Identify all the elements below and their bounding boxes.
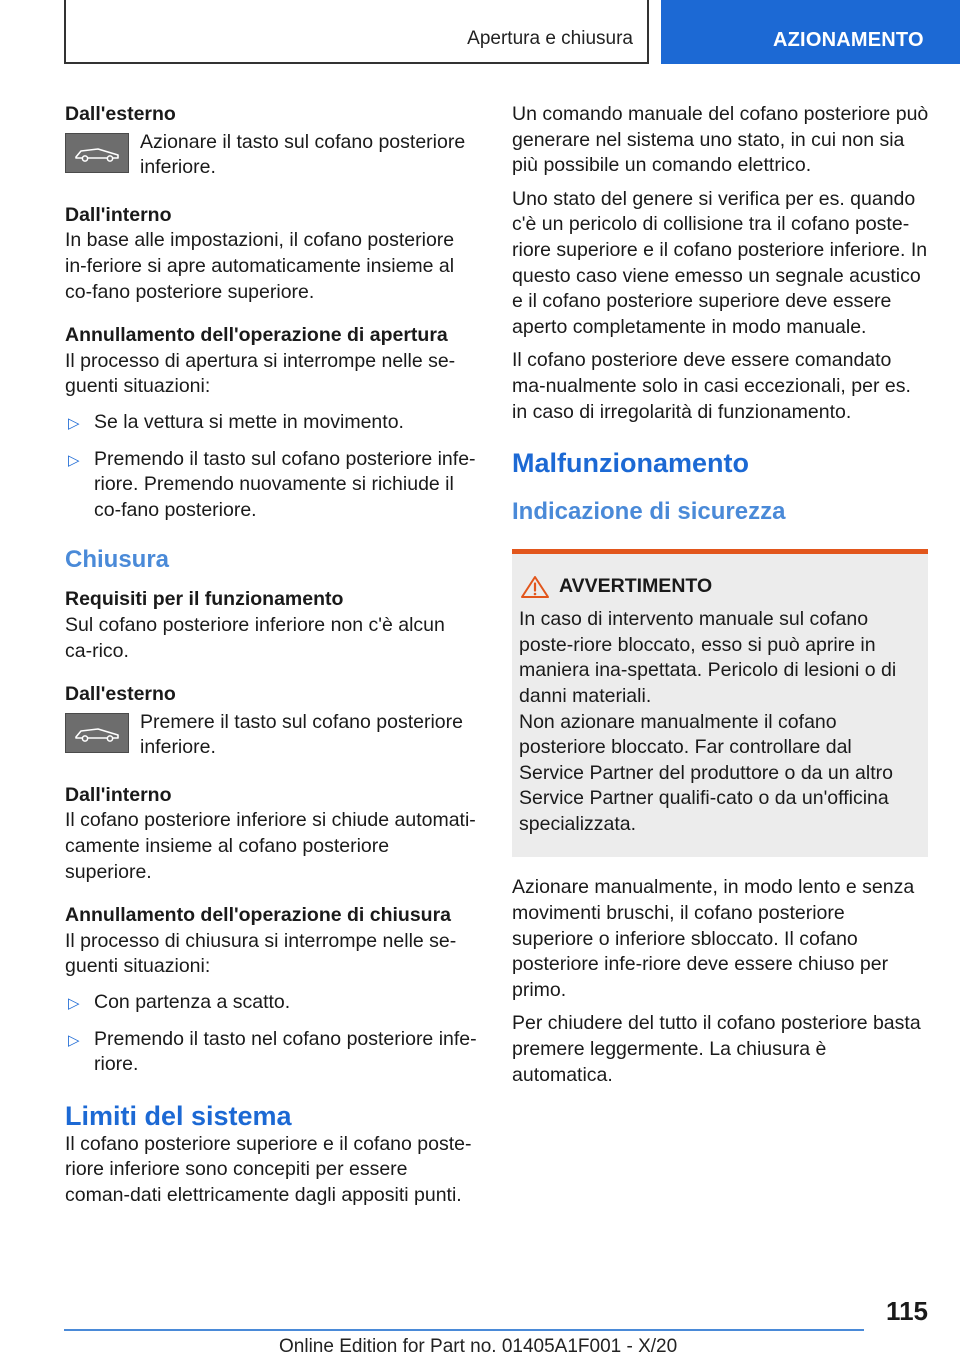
car-tailgate-icon [65,713,129,753]
footer-edition: Online Edition for Part no. 01405A1F001 - X/20 [279,1336,678,1357]
paragraph: Il cofano posteriore deve essere comandato ma-nualmente solo in casi eccezionali, per es. in caso di irregolarità di funzionamento. [512,349,911,423]
warning-text: In caso di intervento manuale sul cofano poste-riore bloccato, esso si può aprire in maniera ina-spettata. Pericolo di lesioni o di danni materiali. [519,608,897,707]
subheading-dall-esterno: Dall'esterno [65,683,176,706]
paragraph: Uno stato del genere si verifica per es. quando c'è un pericolo di collisione tra il cofano poste-riore superiore e il cofano posteriore inferiore. In questo caso viene emesso un segnale acustico e il cofano posteriore superiore deve essere aperto completamente in modo manuale. [512,187,928,338]
car-tailgate-icon [65,133,129,173]
button-instruction: Premere il tasto sul cofano posteriore inferiore. [140,710,463,759]
list-item-text: Premendo il tasto nel cofano posteriore infe-riore. [94,1027,477,1076]
warning-box [512,549,928,857]
triangle-bullet-icon: ▷ [68,1031,80,1049]
page-number: 115 [886,1296,928,1326]
paragraph: Il cofano posteriore superiore e il cofano poste-riore inferiore sono concepiti per essere coman-dati elettricamente dagli appositi punti. [65,1132,472,1206]
tailgate-button-row [65,130,477,181]
paragraph: Per chiudere del tutto il cofano posteriore basta premere leggermente. La chiusura è automatica. [512,1012,921,1086]
header-section-title: Apertura e chiusura [467,28,633,49]
list-item-text: Se la vettura si mette in movimento. [94,410,404,433]
subheading-dall-interno: Dall'interno [65,203,172,226]
paragraph: Un comando manuale del cofano posteriore può generare nel sistema uno stato, in cui non sia più possibile un comando elettrico. [512,103,929,177]
triangle-bullet-icon: ▷ [68,414,80,432]
triangle-bullet-icon: ▷ [68,995,80,1013]
button-instruction: Azionare il tasto sul cofano posteriore inferiore. [140,130,466,179]
page-header [64,0,960,66]
list-item [65,990,477,1017]
list-item-text: Premendo il tasto sul cofano posteriore infe-riore. Premendo nuovamente si richiude il co-fano posteriore. [94,447,476,521]
paragraph: Il processo di apertura si interrompe nelle se-guenti situazioni: [65,349,456,398]
heading-chiusura: Chiusura [65,546,170,574]
left-column [65,102,477,1209]
header-section-box [64,0,649,64]
paragraph: In base alle impostazioni, il cofano posteriore in-feriore si apre automaticamente insieme al co-fano posteriore superiore. [65,229,455,303]
warning-text: Non azionare manualmente il cofano posteriore bloccato. Far controllare dal Service Partner del produttore o da un altro Service Partner qualifi-cato o da un'officina specializzata. [519,710,893,835]
list-item [65,1027,477,1078]
list-item [65,410,477,437]
subheading-annullamento-apertura: Annullamento dell'operazione di apertura [65,324,448,347]
subheading-annullamento-chiusura: Annullamento dell'operazione di chiusura [65,904,452,927]
list-item-text: Con partenza a scatto. [94,991,291,1014]
warning-title: AVVERTIMENTO [559,575,713,598]
tailgate-button-row [65,710,477,761]
list-item [65,447,477,524]
warning-triangle-icon [520,575,550,599]
subheading-requisiti: Requisiti per il funzionamento [65,588,344,611]
paragraph: Il processo di chiusura si interrompe nelle se-guenti situazioni: [65,929,457,978]
subheading-dall-interno: Dall'interno [65,783,172,806]
heading-limiti-del-sistema: Limiti del sistema [65,1100,292,1131]
right-column [512,102,930,1088]
header-chapter-title: AZIONAMENTO [773,29,924,51]
footer-divider [64,1329,864,1331]
triangle-bullet-icon: ▷ [68,451,80,469]
header-chapter-box [661,0,960,64]
paragraph: Sul cofano posteriore inferiore non c'è alcun ca-rico. [65,613,445,662]
paragraph: Il cofano posteriore inferiore si chiude automati-camente insieme al cofano posteriore superiore. [65,809,476,883]
warning-title-row [519,574,920,599]
paragraph: Azionare manualmente, in modo lento e senza movimenti bruschi, il cofano posteriore superiore o inferiore sbloccato. Il cofano posteriore infe-riore deve essere chiuso per primo. [512,876,915,1001]
heading-indicazione-sicurezza: Indicazione di sicurezza [512,498,786,526]
subheading-dall-esterno: Dall'esterno [65,103,176,125]
heading-malfunzionamento: Malfunzionamento [512,448,749,479]
